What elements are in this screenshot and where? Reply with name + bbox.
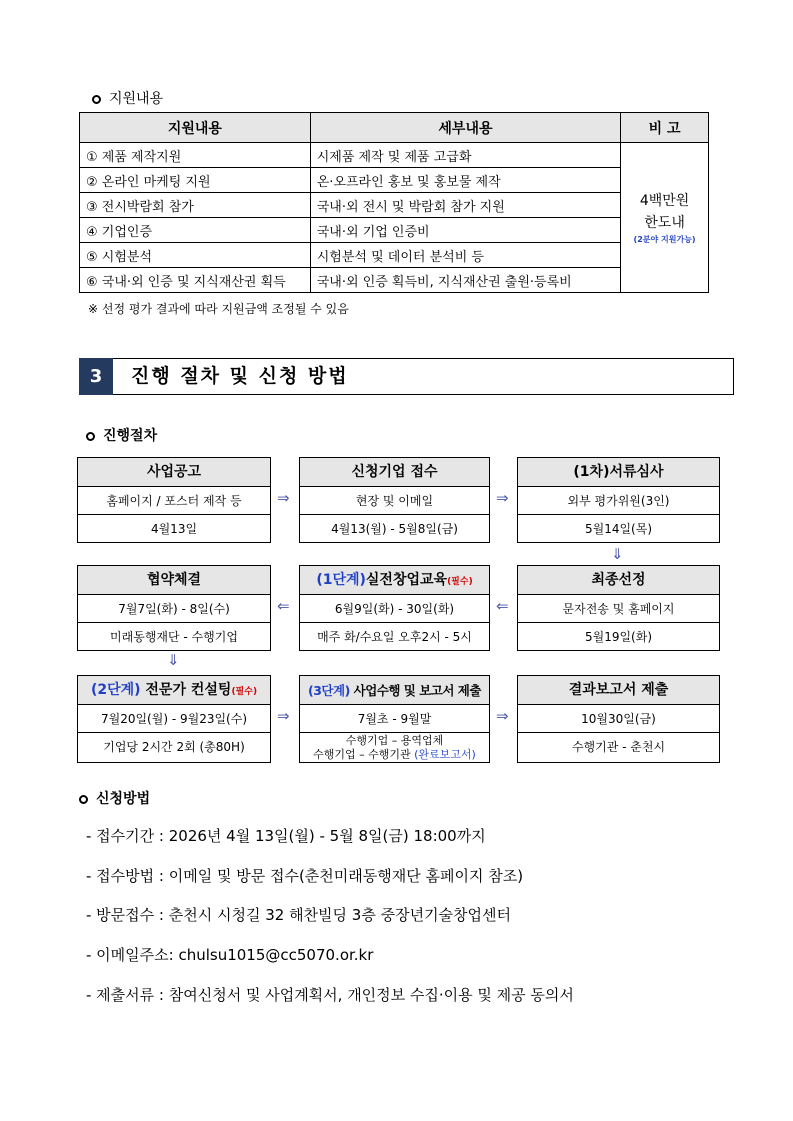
flow-box-line2: 미래동행재단 - 수행기업 — [110, 630, 238, 644]
circle-bullet-icon — [92, 95, 101, 104]
method-documents: - 제출서류 : 참여신청서 및 사업계획서, 개인정보 수집·이용 및 제공 동의서 — [86, 986, 574, 1004]
flow-box-final-selection — [517, 565, 720, 651]
method-heading: 신청방법 — [79, 788, 150, 808]
flow-box-application — [299, 457, 490, 543]
arrow-left-icon: ⇐ — [496, 597, 509, 615]
flow-box-line1: 문자전송 및 홈페이지 — [518, 595, 719, 623]
flow-box-title: 협약체결 — [78, 566, 270, 595]
flow-box-line1: 7월7일(화) - 8일(수) — [78, 595, 270, 623]
method-email: - 이메일주소: chulsu1015@cc5070.or.kr — [86, 946, 374, 964]
support-item: ⑥ 국내·외 인증 및 지식재산권 획득 — [80, 268, 311, 293]
support-item: ⑤ 시험분석 — [80, 243, 311, 268]
flow-box-startup-education — [299, 565, 490, 651]
flow-box-line2: 기업당 2시간 2회 (총80H) — [103, 740, 245, 754]
arrow-right-icon: ⇒ — [277, 489, 290, 507]
flow-box-line2: 5월14일(목) — [584, 522, 653, 536]
table-row — [80, 243, 709, 268]
flow-box-line2: 5월19일(화) — [584, 630, 653, 644]
flow-box-line1: 10월30일(금) — [518, 705, 719, 733]
support-detail: 시제품 제작 및 제품 고급화 — [310, 143, 620, 168]
header-detail: 세부내용 — [310, 113, 620, 143]
flow-box-document-review — [517, 457, 720, 543]
arrow-left-icon: ⇐ — [277, 597, 290, 615]
support-footnote: ※ 선정 평가 결과에 따라 지원금액 조정될 수 있음 — [88, 302, 349, 316]
support-item: ④ 기업인증 — [80, 218, 311, 243]
header-note: 비 고 — [621, 113, 709, 143]
flow-box-line1: 홈페이지 / 포스터 제작 등 — [78, 487, 270, 515]
header-support-content: 지원내용 — [80, 113, 311, 143]
method-visit-address: - 방문접수 : 춘천시 시청길 32 해찬빌딩 3층 중장년기술창업센터 — [86, 906, 512, 924]
table-row — [80, 268, 709, 293]
flow-box-line2: 수행기업 – 용역업체 수행기업 – 수행기관 (완료보고서) — [313, 734, 476, 761]
arrow-right-icon: ⇒ — [277, 707, 290, 725]
flow-box-title: (3단계) 사업수행 및 보고서 제출 — [300, 676, 489, 705]
method-period: - 접수기간 : 2026년 4월 13일(월) - 5월 8일(금) 18:00까지 — [86, 827, 486, 845]
flow-box-line1: 현장 및 이메일 — [300, 487, 489, 515]
support-detail: 국내·외 인증 획득비, 지식재산권 출원·등록비 — [310, 268, 620, 293]
support-note: 4백만원 한도내 (2분야 지원가능) — [621, 143, 709, 293]
circle-bullet-icon — [79, 795, 88, 804]
circle-bullet-icon — [86, 432, 95, 441]
section-title: 진행 절차 및 신청 방법 — [131, 365, 349, 387]
arrow-right-icon: ⇒ — [496, 489, 509, 507]
flow-box-agreement — [77, 565, 271, 651]
support-item: ③ 전시박람회 참가 — [80, 193, 311, 218]
support-detail: 국내·외 기업 인증비 — [310, 218, 620, 243]
flow-box-title: 신청기업 접수 — [300, 458, 489, 487]
support-table — [79, 112, 709, 293]
support-item: ① 제품 제작지원 — [80, 143, 311, 168]
flow-box-title: (1차)서류심사 — [518, 458, 719, 487]
flow-box-line2: 4월13(월) - 5월8일(금) — [331, 522, 458, 536]
flow-box-title: 사업공고 — [78, 458, 270, 487]
process-heading: 진행절차 — [86, 425, 157, 445]
flow-box-project-execution — [299, 675, 490, 763]
flow-box-result-report — [517, 675, 720, 763]
support-heading: 지원내용 — [92, 88, 163, 108]
flow-box-line2: 수행기관 - 춘천시 — [571, 740, 666, 754]
flow-box-line1: 7월20일(월) - 9월23일(수) — [78, 705, 270, 733]
table-row — [80, 143, 709, 168]
section-number: 3 — [79, 358, 113, 395]
flow-box-line1: 외부 평가위원(3인) — [518, 487, 719, 515]
support-detail: 국내·외 전시 및 박람회 참가 지원 — [310, 193, 620, 218]
flow-box-title: 결과보고서 제출 — [518, 676, 719, 705]
flow-box-consulting — [77, 675, 271, 763]
flow-box-line1: 7월초 - 9월말 — [300, 705, 489, 733]
arrow-down-icon: ⇓ — [611, 545, 624, 563]
flow-box-line1: 6월9일(화) - 30일(화) — [300, 595, 489, 623]
table-row — [80, 218, 709, 243]
flow-box-title: (1단계)실전창업교육(필수) — [300, 566, 489, 595]
flow-box-title: 최종선정 — [518, 566, 719, 595]
support-detail: 시험분석 및 데이터 분석비 등 — [310, 243, 620, 268]
support-item: ② 온라인 마케팅 지원 — [80, 168, 311, 193]
flow-box-title: (2단계) 전문가 컨설팅(필수) — [78, 676, 270, 705]
method-channel: - 접수방법 : 이메일 및 방문 접수(춘천미래동행재단 홈페이지 참조) — [86, 867, 524, 885]
arrow-right-icon: ⇒ — [496, 707, 509, 725]
table-row — [80, 168, 709, 193]
table-row — [80, 193, 709, 218]
arrow-down-icon: ⇓ — [167, 651, 180, 669]
flow-box-line2: 매주 화/수요일 오후2시 - 5시 — [317, 630, 472, 644]
support-detail: 온·오프라인 홍보 및 홍보물 제작 — [310, 168, 620, 193]
flow-box-line2: 4월13일 — [150, 522, 198, 536]
flow-box-announcement — [77, 457, 271, 543]
